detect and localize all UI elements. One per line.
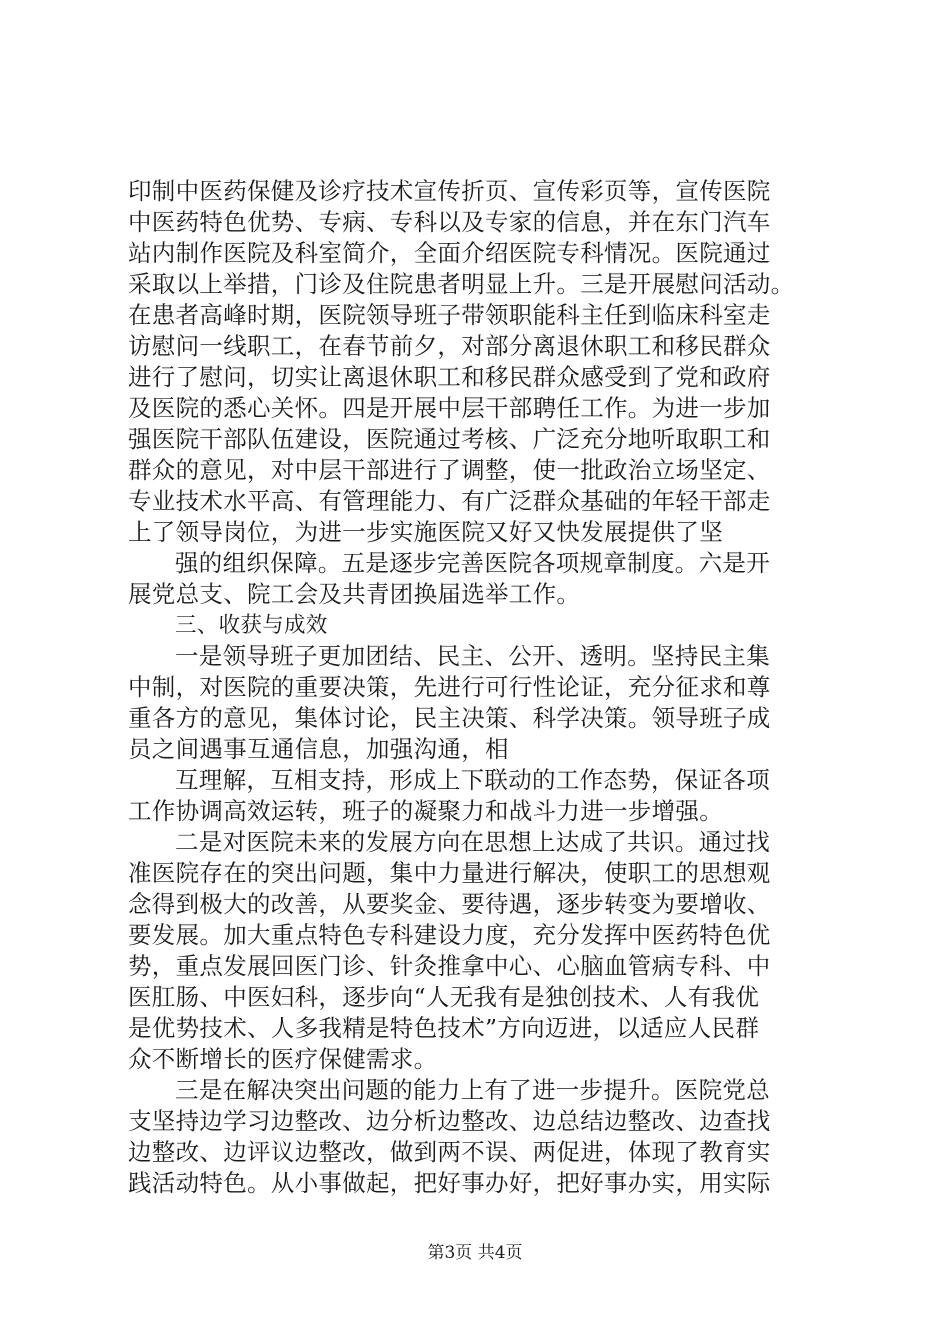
text-line: 展党总支、院工会及共青团换届选举工作。 (128, 580, 581, 608)
text-line: 医肛肠、中医妇科，逐步向“人无我有是独创技术、人有我优 (128, 983, 760, 1011)
text-line: 印制中医药保健及诊疗技术宣传折页、宣传彩页等，宣传医院 (128, 177, 771, 205)
text-line: 工作协调高效运转，班子的凝聚力和战斗力进一步增强。 (128, 797, 723, 825)
paragraph-start-line: 三是在解决突出问题的能力上有了进一步提升。医院党总 (175, 1076, 770, 1104)
page-number-footer: 第3页 共4页 (427, 1243, 523, 1263)
text-line: 及医院的悉心关怀。四是开展中层干部聘任工作。为进一步加 (128, 394, 771, 422)
document-body (128, 176, 868, 1199)
text-line: 群众的意见，对中层干部进行了调整，使一批政治立场坚定、 (128, 456, 771, 484)
text-line: 念得到极大的改善，从要奖金、要待遇，逐步转变为要增收、 (128, 890, 771, 918)
text-line: 专业技术水平高、有管理能力、有广泛群众基础的年轻干部走 (128, 487, 771, 515)
text-line: 要发展。加大重点特色专科建设力度，充分发挥中医药特色优 (128, 921, 771, 949)
text-line: 践活动特色。从小事做起，把好事办好，把好事办实，用实际 (128, 1169, 771, 1197)
section-heading: 三、收获与成效 (175, 613, 328, 638)
text-line: 员之间遇事互通信息，加强沟通，相 (128, 735, 509, 763)
text-line: 势，重点发展回医门诊、针灸推拿中心、心脑血管病专科、中 (128, 952, 771, 980)
text-line: 采取以上举措，门诊及住院患者明显上升。三是开展慰问活动。 (128, 270, 795, 298)
text-line: 众不断增长的医疗保健需求。 (128, 1045, 438, 1073)
text-line: 支坚持边学习边整改、边分析边整改、边总结边整改、边查找 (128, 1107, 771, 1135)
text-line: 进行了慰问，切实让离退休职工和移民群众感受到了党和政府 (128, 363, 771, 391)
text-line: 准医院存在的突出问题，集中力量进行解决，使职工的思想观 (128, 859, 771, 887)
text-line: 强医院干部队伍建设，医院通过考核、广泛充分地听取职工和 (128, 425, 771, 453)
text-line: 访慰问一线职工，在春节前夕，对部分离退休职工和移民群众 (128, 332, 771, 360)
text-line: 在患者高峰时期，医院领导班子带领职能科主任到临床科室走 (128, 301, 771, 329)
text-line: 站内制作医院及科室简介，全面介绍医院专科情况。医院通过 (128, 239, 771, 267)
text-line: 上了领导岗位，为进一步实施医院又好又快发展提供了坚 (128, 518, 723, 546)
paragraph-start-line: 一是领导班子更加团结、民主、公开、透明。坚持民主集 (175, 642, 770, 670)
text-line: 边整改、边评议边整改，做到两不误、两促进，体现了教育实 (128, 1138, 771, 1166)
paragraph-start-line: 强的组织保障。五是逐步完善医院各项规章制度。六是开 (175, 549, 770, 577)
text-line: 中医药特色优势、专病、专科以及专家的信息，并在东门汽车 (128, 208, 771, 236)
paragraph-start-line: 互理解，互相支持，形成上下联动的工作态势，保证各项 (175, 766, 770, 794)
text-line: 中制，对医院的重要决策，先进行可行性论证，充分征求和尊 (128, 673, 771, 701)
paragraph-start-line: 二是对医院未来的发展方向在思想上达成了共识。通过找 (175, 828, 770, 856)
text-line: 重各方的意见，集体讨论，民主决策、科学决策。领导班子成 (128, 704, 771, 732)
text-line: 是优势技术、人多我精是特色技术”方向迈进，以适应人民群 (128, 1014, 760, 1042)
